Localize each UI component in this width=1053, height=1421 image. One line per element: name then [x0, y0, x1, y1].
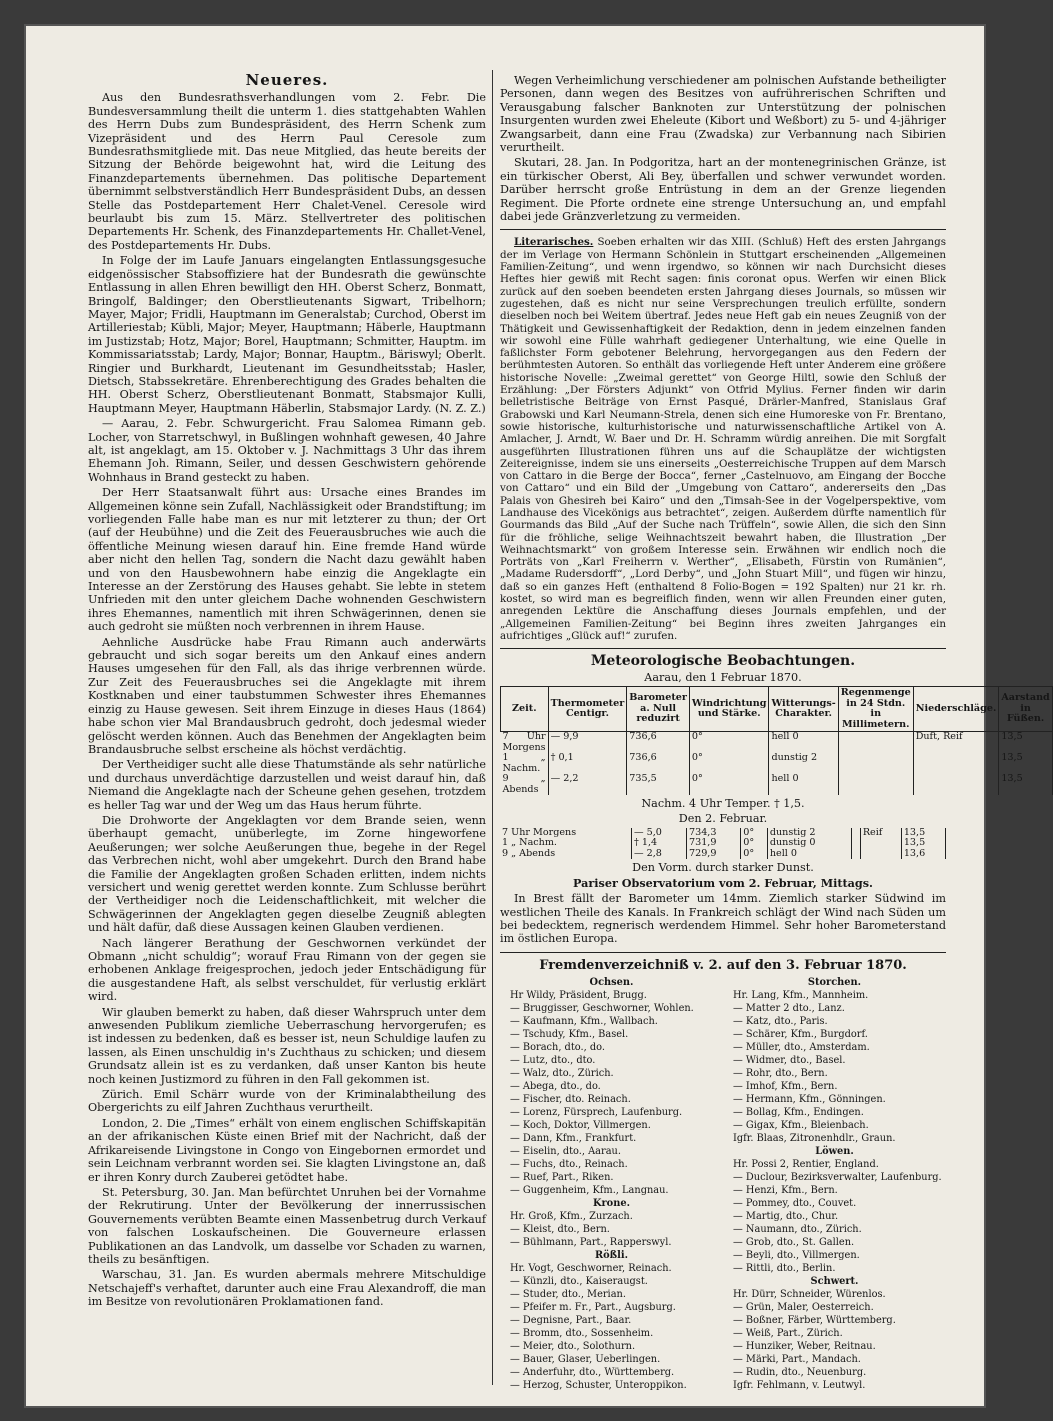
- header-precipitation: Niederschläge.: [913, 687, 999, 732]
- guest-entry: — Hunziker, Weber, Reitnau.: [733, 1341, 876, 1353]
- guest-entry: — Lutz, dto., dto.: [510, 1055, 596, 1067]
- table-row: 1 „ Nachm. † 0,1 736,6 0° dunstig 2 13,5: [501, 753, 1053, 774]
- guest-entry: — Bromm, dto., Sossenheim.: [510, 1328, 654, 1340]
- guest-entry: — Martig, dto., Chur.: [733, 1211, 839, 1223]
- guest-entry: — Grün, Maler, Oesterreich.: [733, 1302, 874, 1314]
- guest-entry: — Künzli, dto., Kaiseraugst.: [510, 1276, 648, 1288]
- guest-entry: — Kaufmann, Kfm., Wallbach.: [510, 1016, 658, 1028]
- guest-entry: — Koch, Doktor, Villmergen.: [510, 1120, 651, 1132]
- header-aare-level: Aarstand in Füßen.: [999, 687, 1052, 732]
- header-weather: Witterungs-Charakter.: [769, 687, 838, 732]
- guest-entry: — Kleist, dto., Bern.: [510, 1224, 610, 1236]
- paris-title: Pariser Observatorium vom 2. Februar, Mittags.: [573, 875, 873, 890]
- weather-table: [500, 686, 1053, 795]
- article-paragraph: Zürich. Emil Schärr wurde von der Kriminalabtheilung des Obergerichts zu eilf Jahren Zuchthaus verurtheilt.: [88, 1088, 486, 1115]
- guest-entry: Hr. Dürr, Schneider, Würenlos.: [733, 1289, 886, 1301]
- guest-entry: — Märki, Part., Mandach.: [733, 1354, 861, 1366]
- guest-entry: Hr. Vogt, Geschworner, Reinach.: [510, 1263, 672, 1275]
- guest-entry: — Rudin, dto., Neuenburg.: [733, 1367, 867, 1379]
- right-column: [500, 74, 1050, 1392]
- guest-entry: — Eiselin, dto., Aarau.: [510, 1146, 621, 1158]
- hotel-name: Löwen.: [815, 1146, 854, 1158]
- guest-entry: — Pfeifer m. Fr., Part., Augsburg.: [510, 1302, 676, 1314]
- article-paragraph: Aehnliche Ausdrücke habe Frau Rimann auch anderwärts gebraucht und sich sogar bereits um den Ankauf eines andern Hauses umgesehen für den Fall, als das ihrige verbrennen würde. Zur Zeit des Feuerausbruches sei die Angeklagte mit ihrem Kostknaben und einer taubstummen Schwester ihres Ehemannes einzig zu Hause gewesen. Seit ihrem Einzuge in dieses Haus (1864) habe schon vier Mal Brandausbruch gedroht, doch jedesmal wieder gelöscht werden können. Auch das Benehmen der Angeklagten beim Brandausbruche selbst erscheine als höchst verdächtig.: [88, 635, 486, 756]
- header-wind: Windrichtung und Stärke.: [689, 687, 769, 732]
- day2-note: Den Vorm. durch starker Dunst.: [632, 861, 814, 875]
- day2-label: Den 2. Februar.: [678, 812, 768, 826]
- guest-entry: Hr. Lang, Kfm., Mannheim.: [733, 990, 869, 1002]
- guest-entry: — Grob, dto., St. Gallen.: [733, 1237, 855, 1249]
- guest-entry: — Fischer, dto. Reinach.: [510, 1094, 631, 1106]
- column-divider: [492, 70, 493, 1385]
- guest-entry: — Schärer, Kfm., Burgdorf.: [733, 1029, 868, 1041]
- article-paragraph: Der Vertheidiger sucht alle diese Thatumstände als sehr natürliche und durchaus unverdächtige darzustellen und weist darauf hin, daß Niemand die Angeklagte nach der Scheune gehen gesehen, trotzdem es heller Tag war und der Weg um das Haus herum führte.: [88, 758, 486, 812]
- table-row: 9 „ Abends — 2,8 729,9 0° hell 0 13,6: [500, 849, 946, 860]
- fremden-title: Fremdenverzeichniß v. 2. auf den 3. Februar 1870.: [539, 957, 907, 973]
- guest-entry: — Gigax, Kfm., Bleienbach.: [733, 1120, 869, 1132]
- article-paragraph: In Folge der im Laufe Januars eingelangten Entlassungsgesuche eidgenössischer Stabsoffiziere hat der Bundesrath die gewünschte Entlassung in allen Ehren bewilligt den HH. Oberst Scherz, Bonmatt, Bringolf, Baldinger; den Oberstlieutenants Sigwart, Tribelhorn; Mayer, Major; Fridli, Hauptmann im Generalstab; Curchod, Oberst im Artilleriestab; Kübli, Major; Meyer, Hauptmann; Häberle, Hauptmann im Justizstab; Hotz, Major; Borel, Hauptmann; Schmitter, Hauptm. im Kommissariatsstab; Lardy, Major; Bonnar, Hauptm., Bäriswyl; Oberlt. Ringier und Burkhardt, Lieutenant im Gesundheitsstab; Hasler, Dietsch, Stabssekretäre. Ehrenberechtigung des Grades behalten die HH. Oberst Scherz, Oberstlieutenant Bonmatt, Stabsmajor Kulli, Hauptmann Meyer, Hauptmann Häberlin, Stabsmajor Lardy. (N. Z. Z.): [88, 254, 486, 415]
- guest-entry: — Pommey, dto., Couvet.: [733, 1198, 857, 1210]
- hotel-name: Ochsen.: [589, 977, 634, 989]
- guest-entry: — Bauer, Glaser, Ueberlingen.: [510, 1354, 661, 1366]
- guest-entry: — Widmer, dto., Basel.: [733, 1055, 846, 1067]
- header-thermometer: Thermometer Centigr.: [548, 687, 627, 732]
- hotel-name: Schwert.: [810, 1276, 859, 1288]
- header-barometer: Barometer a. Null reduzirt: [627, 687, 690, 732]
- guest-list-left: [500, 976, 723, 1392]
- article-paragraph: Aus den Bundesrathsverhandlungen vom 2. Febr. Die Bundesversammlung theilt die unterm 1. dies stattgehabten Wahlen des Herrn Dubs zum Bundespräsident, des Herrn Schenk zum Vizepräsident und des Herrn Paul Ceresole zum Bundesrathsmitgliede mit. Das neue Mitglied, das heute bereits der Sitzung der Behörde beigewohnt hat, wird die Leitung des Finanzdepartements übernehmen. Das politische Departement übernimmt selbstverständlich Herr Bundespräsident Dubs, an dessen Stelle das Postdepartement Herr Chalet-Venel. Ceresole wird beurlaubt bis zum 15. März. Stellvertreter des politischen Departements Hr. Schenk, des Finanzdepartements Hr. Challet-Venel, des Postdepartements Hr. Dubs.: [88, 91, 486, 252]
- guest-entry: — Bühlmann, Part., Rapperswyl.: [510, 1237, 672, 1249]
- weather-table-day2: [500, 828, 946, 860]
- left-column: [88, 71, 486, 1311]
- guest-entry: — Katz, dto., Paris.: [733, 1016, 828, 1028]
- section-rule: [500, 648, 946, 649]
- guest-entry: Igfr. Blaas, Zitronenhdlr., Graun.: [733, 1133, 896, 1145]
- guest-entry: — Rohr, dto., Bern.: [733, 1068, 828, 1080]
- table-row: 7 Uhr Morgens — 9,9 736,6 0° hell 0 Duft, Reif 13,5: [501, 732, 1053, 754]
- article-paragraph: London, 2. Die „Times“ erhält von einem englischen Schiffskapitän an der afrikanischen Küste einen Brief mit der Nachricht, daß der Afrikareisende Livingstone in Congo von Eingebornen ermordet und sein Leichnam verbrannt worden sei. Sie klagten Livingstone an, daß er ihren Konry durch Zauberei getödtet habe.: [88, 1116, 486, 1184]
- meteorology-section: [500, 653, 1050, 875]
- article-paragraph: Nach längerer Berathung der Geschwornen verkündet der Obmann „nicht schuldig“; worauf Frau Rimann von der gegen sie erhobenen Anklage freigesprochen, jedoch jeder Entschädigung für die ausgestandene Haft, als selbst verschuldet, für verlustig erklärt wird.: [88, 936, 486, 1004]
- guest-list: [500, 976, 946, 1392]
- paris-text: In Brest fällt der Barometer um 14mm. Ziemlich starker Südwind im westlichen Theile des Kanals. In Frankreich schlägt der Wind nach Süden um bei bedecktem, regnerisch werdendem Himmel. Sehr hoher Barometerstand im östlichen Europa.: [500, 892, 946, 946]
- hotel-name: Storchen.: [807, 977, 862, 989]
- left-paragraphs: [88, 91, 486, 1308]
- meteorology-title: Meteorologische Beobachtungen.: [590, 653, 856, 670]
- table-row: 1 „ Nachm. † 1,4 731,9 0° dunstig 0 13,5: [500, 838, 946, 849]
- literary-text: Soeben erhalten wir das XIII. (Schluß) Heft des ersten Jahrgangs der im Verlage von Hermann Schönlein in Stuttgart erscheinenden „Allgemeinen Familien-Zeitung“, und wenn irgendwo, so können wir nach Durchsicht dieses Heftes hier gewiß mit Recht sagen: finis coronat opus. Werfen wir einen Blick zurück auf den soeben beendeten ersten Jahrgang dieses Journals, so müssen wir zugestehen, daß es nicht nur seine Versprechungen treulich erfüllte, sondern dieselben noch bei Weitem übertraf. Jedes neue Heft gab ein neues Zeugniß von der Thätigkeit und Gewissenhaftigkeit der Redaktion, denn in jedem einzelnen fanden wir sowohl eine Fülle wahrhaft gediegener Unterhaltung, wie eine Quelle in faßlichster Form gebotener Belehrung, hervorgegangen aus den Federn der berühmtesten Autoren. So enthält das vorliegende Heft unter Anderem eine größere historische Novelle: „Zweimal gerettet“ von George Hiltl, sowie den Schluß der Erzählung: „Der Försters Adjunkt“ von Otfrid Mylius. Ferner finden wir darin belletristische Beiträge von Ernst Pasqué, Drärler-Manfred, Stanislaus Graf Grabowski und Karl Neumann-Strela, denen sich eine Humoreske von Fr. Brentano, sowie historische, kulturhistorische und naturwissenschaftliche Artikel von A. Amlacher, J. Arndt, W. Baer und Dr. H. Schramm würdig anreihen. Die mit Sorgfalt ausgeführten Illustrationen führen uns auf die Schauplätze der wichtigsten Zeitereignisse, indem sie uns einerseits „Oesterreichische Truppen auf dem Marsch von Cattaro in die Berge der Bocca“, ferner „Castelnuovo, am Eingang der Bocche von Cattaro“ und ein Bild der „Umgebung von Cattaro“, andererseits den „Das Palais von Ghesireh bei Kairo“ und den „Timsah-See in der Vogelperspektive, vom Landhause des Vicekönigs aus betrachtet“, zeigen. Außerdem dürfte namentlich für Gourmands das Bild „Auf der Suche nach Trüffeln“, sowie Allen, die sich den Sinn für die fröhliche, selige Weihnachtszeit bewahrt haben, die Illustration „Der Weihnachtsmarkt“ von großem Interesse sein. Erwähnen wir endlich noch die Porträts von „Karl Freiherrn v. Werther“, „Elisabeth, Fürstin von Rumänien“, „Madame Rudersdorff“, „Lord Derby“, und „John Stuart Mill“, und fügen wir hinzu, daß so ein ganzes Heft (enthaltend 8 Folio-Bogen = 192 Spalten) nur 21 kr. rh. kostet, so wird man es begreiflich finden, wenn wir allen Freunden einer guten, anregenden Lektüre die Anschaffung dieses Journals empfehlen, und der „Allgemeinen Familien-Zeitung“ bei Beginn ihres zweiten Jahrganges ein aufrichtiges „Glück auf!“ zurufen.: [500, 236, 947, 642]
- guest-entry: — Hermann, Kfm., Gönningen.: [733, 1094, 886, 1106]
- guest-entry: — Walz, dto., Zürich.: [510, 1068, 614, 1080]
- section-heading: Neueres.: [245, 71, 329, 89]
- guest-entry: — Beyli, dto., Villmergen.: [733, 1250, 860, 1262]
- header-time: Zeit.: [501, 687, 549, 732]
- fremdenverzeichnis: [500, 959, 946, 1392]
- guest-entry: — Guggenheim, Kfm., Langnau.: [510, 1185, 669, 1197]
- guest-entry: — Fuchs, dto., Reinach.: [510, 1159, 628, 1171]
- guest-entry: Hr. Groß, Kfm., Zurzach.: [510, 1211, 633, 1223]
- article-paragraph: Wir glauben bemerkt zu haben, daß dieser Wahrspruch unter dem anwesenden Publikum ziemliche Ueberraschung hervorgerufen; es ist indessen zu bedenken, daß es besser ist, neun Schuldige laufen zu lassen, als Einen unschuldig in's Zuchthaus zu schicken; und diesem Grundsatz allein ist es zu verdanken, daß unser Kanton bis heute noch keinen Justizmord zu führen in den Fall gekommen ist.: [88, 1005, 486, 1086]
- guest-entry: Hr. Possi 2, Rentier, England.: [733, 1159, 879, 1171]
- guest-entry: — Anderfuhr, dto., Württemberg.: [510, 1367, 675, 1379]
- article-paragraph: Die Drohworte der Angeklagten vor dem Brande seien, wenn überhaupt gemacht, unüberlegte, im Zorne hingeworfene Aeußerungen; wer solche Aeußerungen thue, begehe in der Regel das Verbrechen nicht, wohl aber umgekehrt. Durch den Brand habe die Familie der Angeklagten großen Schaden erlitten, indem nichts versichert und wenig gerettet werden konnte. Zum Schlusse berührt der Vertheidiger noch die Leidenschaftlichkeit, mit welcher die Schwägerinnen der Angeklagten gegen dieselbe Zeugniß ablegten und hält dafür, daß diese Aussagen keinen Glauben verdienen.: [88, 813, 486, 935]
- guest-entry: — Herzog, Schuster, Unteroppikon.: [510, 1380, 687, 1392]
- table-row: 7 Uhr Morgens — 5,0 734,3 0° dunstig 2 Reif 13,5: [500, 828, 946, 839]
- guest-entry: — Rittli, dto., Berlin.: [733, 1263, 836, 1275]
- article-paragraph: Skutari, 28. Jan. In Podgoritza, hart an der montenegrinischen Gränze, ist ein türkischer Oberst, Ali Bey, überfallen und schwer verwundet worden. Darüber herrscht große Entrüstung in dem an der Grenze liegenden Regiment. Die Pforte ordnete eine strenge Untersuchung an, und empfahl dabei jede Gränzverletzung zu vermeiden.: [500, 156, 946, 224]
- literary-section: [500, 236, 946, 642]
- article-paragraph: St. Petersburg, 30. Jan. Man befürchtet Unruhen bei der Vornahme der Rekrutirung. Unter der Bevölkerung der innerrussischen Gouvernements verübten Beamte einen Massenbetrug durch Verkauf von falschen Loskaufscheinen. Die Gouverneure erlassen Publikationen an das Landvolk, um dasselbe vor Schaden zu warnen, theils zu besänftigen.: [88, 1185, 486, 1266]
- guest-entry: — Tschudy, Kfm., Basel.: [510, 1029, 629, 1041]
- guest-entry: — Naumann, dto., Zürich.: [733, 1224, 862, 1236]
- guest-entry: — Matter 2 dto., Lanz.: [733, 1003, 845, 1015]
- day1-note: Nachm. 4 Uhr Temper. † 1,5.: [641, 797, 805, 811]
- guest-entry: — Müller, dto., Amsterdam.: [733, 1042, 870, 1054]
- article-paragraph: Der Herr Staatsanwalt führt aus: Ursache eines Brandes im Allgemeinen könne sein Zufall, Nachlässigkeit oder Brandstiftung; im vorliegenden Falle habe man es nur mit letzterer zu thun; der Ort (auf der Heubühne) und die Zeit des Feuerausbruches wie auch die öffentliche Meinung wiesen darauf hin. Eine fremde Hand würde aber nicht den hellen Tag, sondern die Nacht dazu gewählt haben und von den Hausbewohnern habe einzig die Angeklagte ein Interesse an der Zerstörung des Hauses gehabt. Sie lebte in stetem Unfrieden mit den unter gleichem Dache wohnenden Geschwistern ihres Ehemannes, namentlich mit ihren Schwägerinnen, denen sie auch gedroht sie müßten noch verbrennen in ihrem Hause.: [88, 486, 486, 634]
- table-row: 9 „ Abends — 2,2 735,5 0° hell 0 13,5: [501, 774, 1053, 795]
- guest-entry: — Dann, Kfm., Frankfurt.: [510, 1133, 637, 1145]
- section-rule: [500, 229, 946, 230]
- guest-entry: — Abega, dto., do.: [510, 1081, 601, 1093]
- guest-entry: — Weiß, Part., Zürich.: [733, 1328, 843, 1340]
- guest-list-right: [723, 976, 946, 1392]
- guest-entry: — Ruef, Part., Riken.: [510, 1172, 614, 1184]
- guest-entry: — Bruggisser, Geschworner, Wohlen.: [510, 1003, 694, 1015]
- guest-entry: — Boßner, Färber, Württemberg.: [733, 1315, 896, 1327]
- guest-entry: — Meier, dto., Solothurn.: [510, 1341, 636, 1353]
- article-paragraph: Warschau, 31. Jan. Es wurden abermals mehrere Mitschuldige Netschajeff's verhaftet, darunter auch eine Frau Alexandroff, die man im Besitze von revolutionären Proklamationen fand.: [88, 1268, 486, 1309]
- meteorology-subtitle: Aarau, den 1 Februar 1870.: [644, 670, 802, 684]
- guest-entry: — Duclour, Bezirksverwalter, Laufenburg.: [733, 1172, 942, 1184]
- paris-observatory: [500, 877, 946, 946]
- guest-entry: — Studer, dto., Merian.: [510, 1289, 626, 1301]
- guest-entry: — Imhof, Kfm., Bern.: [733, 1081, 838, 1093]
- weather-header-row: [501, 687, 1053, 732]
- hotel-name: Krone.: [593, 1198, 630, 1210]
- article-paragraph: — Aarau, 2. Febr. Schwurgericht. Frau Salomea Rimann geb. Locher, von Starretschwyl, in Bußlingen wohnhaft gewesen, 40 Jahre alt, ist angeklagt, am 15. Oktober v. J. Nachmittags 3 Uhr das ihrem Ehemann Joh. Rimann, Seiler, und dessen Geschwistern gehörende Wohnhaus in Brand gesteckt zu haben.: [88, 417, 486, 484]
- guest-entry: Hr Wildy, Präsident, Brugg.: [510, 990, 647, 1002]
- guest-entry: — Degnisne, Part., Baar.: [510, 1315, 632, 1327]
- newspaper-page: [26, 26, 1050, 1406]
- guest-entry: — Bollag, Kfm., Endingen.: [733, 1107, 864, 1119]
- section-rule: [500, 952, 946, 953]
- article-paragraph: Wegen Verheimlichung verschiedener am polnischen Aufstande betheiligter Personen, dann wegen des Besitzes von aufrührerischen Schriften und Verausgabung falscher Banknoten zur Unterstützung der polnischen Insurgenten wurden zwei Eheleute (Kibort und Weßbort) zu 5- und 4-jähriger Zwangsarbeit, dann eine Frau (Zwadska) zur Verbannung nach Sibirien verurtheilt.: [500, 74, 946, 155]
- header-rain: Regenmenge in 24 Stdn. in Millimetern.: [838, 687, 913, 732]
- guest-entry: — Lorenz, Fürsprech, Laufenburg.: [510, 1107, 683, 1119]
- guest-entry: Igfr. Fehlmann, v. Leutwyl.: [733, 1380, 866, 1392]
- guest-entry: — Borach, dto., do.: [510, 1042, 605, 1054]
- guest-entry: — Henzi, Kfm., Bern.: [733, 1185, 838, 1197]
- hotel-name: Rößli.: [595, 1250, 628, 1262]
- literary-label: Literarisches.: [514, 236, 594, 249]
